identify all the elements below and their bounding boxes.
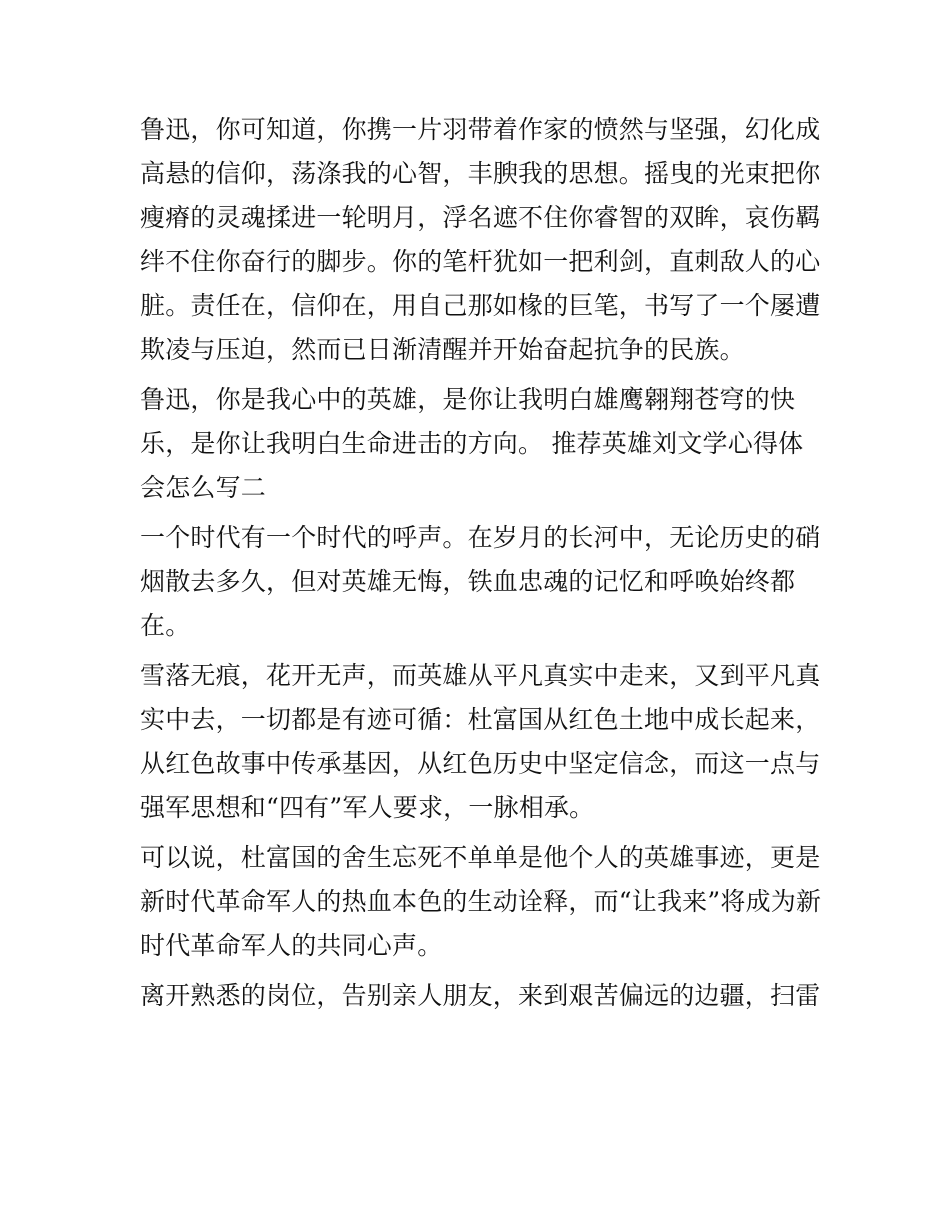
text-line: 鲁迅，你可知道，你携一片羽带着作家的愤然与坚强，幻化成 xyxy=(140,115,821,144)
text-line: 高悬的信仰，荡涤我的心智，丰腴我的思想。摇曳的光束把你 xyxy=(140,159,821,188)
text-line: 离开熟悉的岗位，告别亲人朋友，来到艰苦偏远的边疆，扫雷 xyxy=(140,981,821,1010)
text-line: 从红色故事中传承基因，从红色历史中坚定信念，而这一点与 xyxy=(140,749,821,778)
text-line: 时代革命军人的共同心声。 xyxy=(140,931,443,960)
text-line: 欺凌与压迫，然而已日渐清醒并开始奋起抗争的民族。 xyxy=(140,335,745,364)
text-line: 瘦瘠的灵魂揉进一轮明月，浮名遮不住你睿智的双眸，哀伤羁 xyxy=(140,203,821,232)
text-line: 绊不住你奋行的脚步。你的笔杆犹如一把利剑，直刺敌人的心 xyxy=(140,247,821,276)
text-line: 烟散去多久，但对英雄无悔，铁血忠魂的记忆和呼唤始终都 xyxy=(140,567,796,596)
text-line: 一个时代有一个时代的呼声。在岁月的长河中，无论历史的硝 xyxy=(140,523,821,552)
paragraph-2 xyxy=(140,378,820,510)
text-line: 雪落无痕，花开无声，而英雄从平凡真实中走来，又到平凡真 xyxy=(140,661,821,690)
text-line: 实中去，一切都是有迹可循：杜富国从红色土地中成长起来， xyxy=(140,705,821,734)
paragraph-3 xyxy=(140,516,820,648)
text-line: 鲁迅，你是我心中的英雄，是你让我明白雄鹰翱翔苍穹的快 xyxy=(140,385,796,414)
text-line: 新时代革命军人的热血本色的生动诠释，而“让我来”将成为新 xyxy=(140,887,822,916)
paragraph-1 xyxy=(140,108,820,372)
text-line: 在。 xyxy=(140,611,191,640)
paragraph-5 xyxy=(140,836,820,968)
text-line: 强军思想和“四有”军人要求，一脉相承。 xyxy=(140,793,595,822)
document-body xyxy=(140,108,820,1024)
text-line: 乐，是你让我明白生命进击的方向。 推荐英雄刘文学心得体 xyxy=(140,429,804,458)
text-line: 脏。责任在，信仰在，用自己那如椽的巨笔，书写了一个屡遭 xyxy=(140,291,821,320)
paragraph-4 xyxy=(140,654,820,830)
paragraph-6 xyxy=(140,974,820,1018)
text-line: 可以说，杜富国的舍生忘死不单单是他个人的英雄事迹，更是 xyxy=(140,843,821,872)
text-line: 会怎么写二 xyxy=(140,473,267,502)
